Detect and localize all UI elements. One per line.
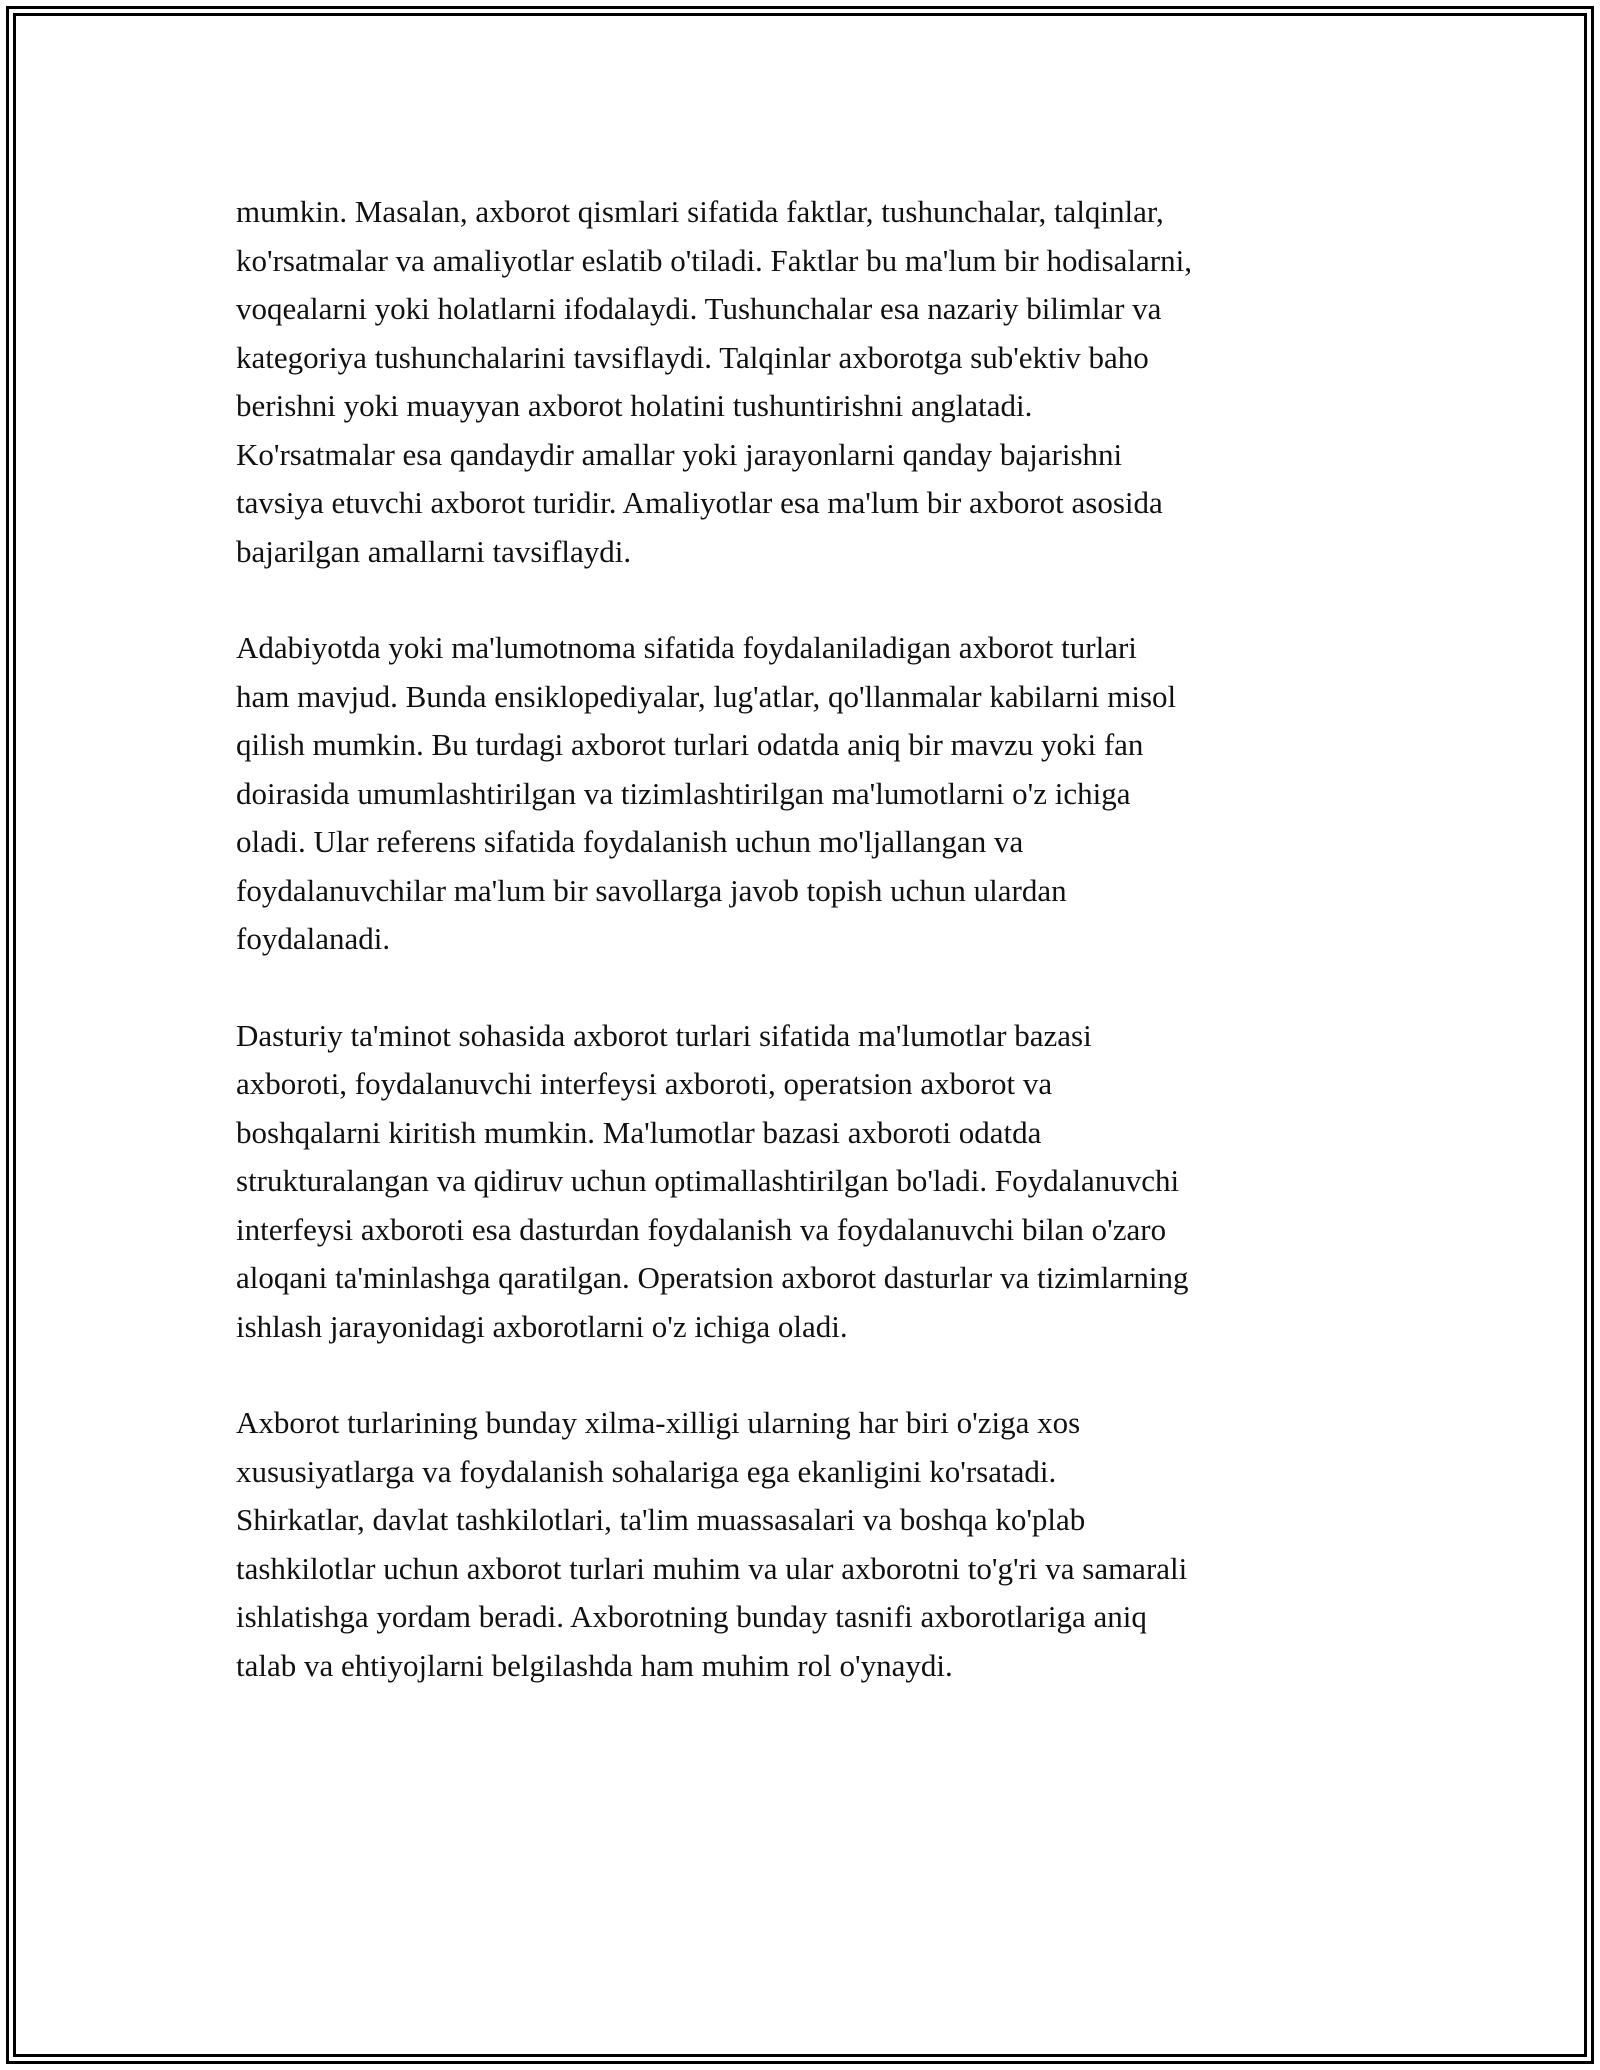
- document-body: [236, 188, 1376, 1738]
- paragraph-1: mumkin. Masalan, axborot qismlari sifatida faktlar, tushunchalar, talqinlar, ko'rsatmalar va amaliyotlar eslatib o'tiladi. Faktlar bu ma'lum bir hodisalarni, voqealarni yoki holatlarni ifodalaydi. Tushunchalar esa nazariy bilimlar va kategoriya tushunchalarini tavsiflaydi. Talqinlar axborotga sub'ektiv baho berishni yoki muayyan axborot holatini tushuntirishni anglatadi. Ko'rsatmalar esa qandaydir amallar yoki jarayonlarni qanday bajarishni tavsiya etuvchi axborot turidir. Amaliyotlar esa ma'lum bir axborot asosida bajarilgan amallarni tavsiflaydi.: [236, 194, 1192, 569]
- paragraph-3: Dasturiy ta'minot sohasida axborot turlari sifatida ma'lumotlar bazasi axboroti, foydalanuvchi interfeysi axboroti, operatsion axborot va boshqalarni kiritish mumkin. Ma'lumotlar bazasi axboroti odatda strukturalangan va qidiruv uchun optimallashtirilgan bo'ladi. Foydalanuvchi interfeysi axboroti esa dasturdan foydalanish va foydalanuvchi bilan o'zaro aloqani ta'minlashga qaratilgan. Operatsion axborot dasturlar va tizimlarning ishlash jarayonidagi axborotlarni o'z ichiga oladi.: [236, 1017, 1189, 1344]
- paragraph-4: Axborot turlarining bunday xilma-xilligi ularning har biri o'ziga xos xususiyatlarga va foydalanish sohalariga ega ekanligini ko'rsatadi. Shirkatlar, davlat tashkilotlari, ta'lim muassasalari va boshqa ko'plab tashkilotlar uchun axborot turlari muhim va ular axborotni to'g'ri va samarali ishlatishga yordam beradi. Axborotning bunday tasnifi axborotlariga aniq talab va ehtiyojlarni belgilashda ham muhim rol o'ynaydi.: [236, 1405, 1188, 1683]
- paragraph-2: Adabiyotda yoki ma'lumotnoma sifatida foydalaniladigan axborot turlari ham mavjud. Bunda ensiklopediyalar, lug'atlar, qo'llanmalar kabilarni misol qilish mumkin. Bu turdagi axborot turlari odatda aniq bir mavzu yoki fan doirasida umumlashtirilgan va tizimlashtirilgan ma'lumotlarni o'z ichiga oladi. Ular referens sifatida foydalanish uchun mo'ljallangan va foydalanuvchilar ma'lum bir savollarga javob topish uchun ulardan foydalanadi.: [236, 630, 1177, 956]
